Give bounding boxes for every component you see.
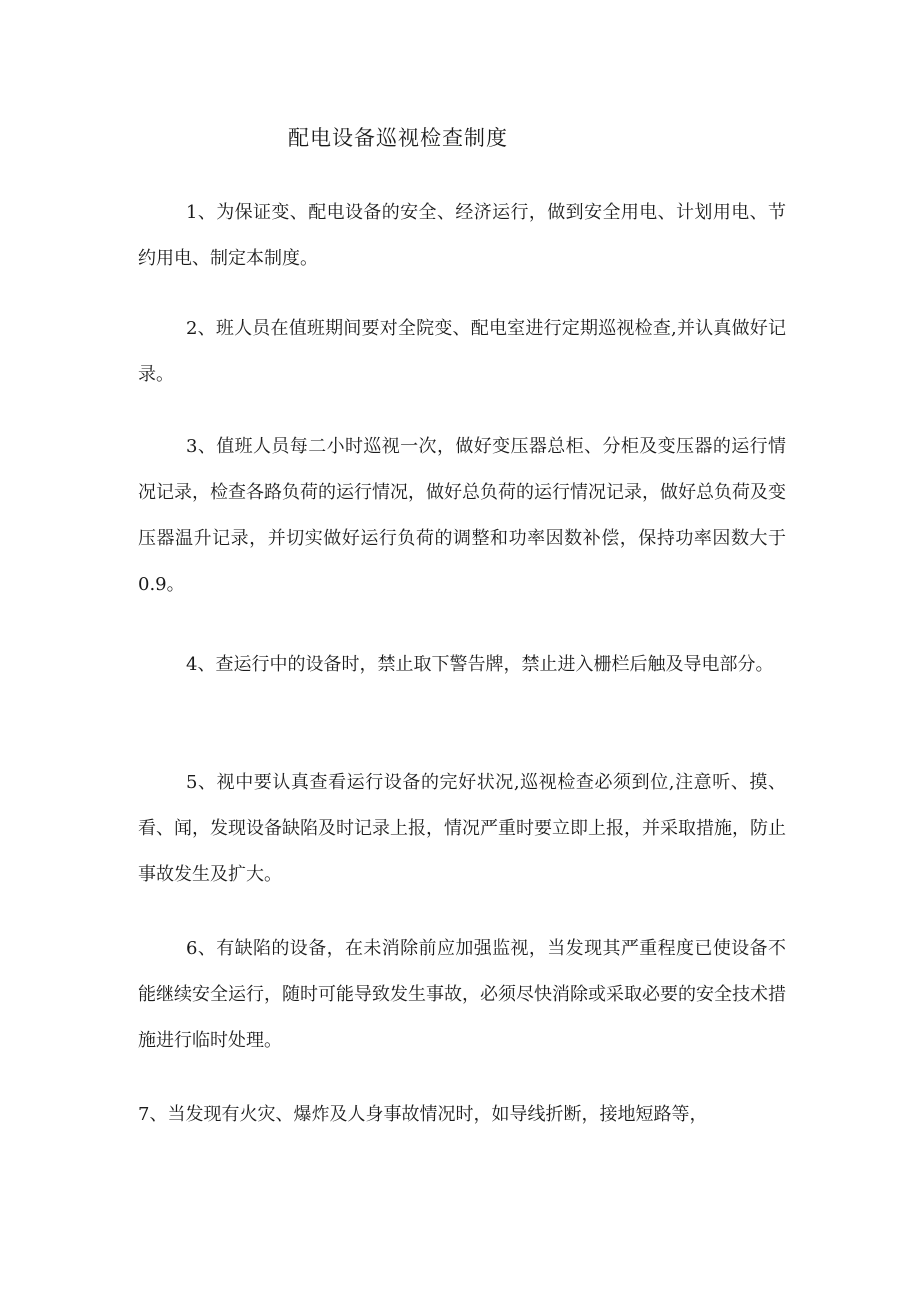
- document-title: 配电设备巡视检查制度: [288, 126, 508, 150]
- paragraph-4: 4、查运行中的设备时，禁止取下警告牌，禁止进入栅栏后触及导电部分。: [186, 654, 774, 675]
- paragraph-1: 1、为保证变、配电设备的安全、经济运行，做到安全用电、计划用电、节约用电、制定本制度。: [138, 202, 786, 269]
- paragraph-5: 5、视中要认真查看运行设备的完好状况,巡视检查必须到位,注意听、摸、看、闻，发现设备缺陷及时记录上报，情况严重时要立即上报，并采取措施，防止事故发生及扩大。: [138, 772, 786, 885]
- paragraph-2: 2、班人员在值班期间要对全院变、配电室进行定期巡视检查,并认真做好记录。: [138, 318, 786, 385]
- paragraph-7: 7、当发现有火灾、爆炸及人身事故情况时，如导线折断，接地短路等，: [138, 1104, 708, 1125]
- paragraph-3: 3、值班人员每二小时巡视一次，做好变压器总柜、分柜及变压器的运行情况记录，检查各路负荷的运行情况，做好总负荷的运行情况记录，做好总负荷及变压器温升记录，并切实做好运行负荷的调整和功率因数补偿，保持功率因数大于0.9。: [138, 436, 786, 595]
- paragraph-6: 6、有缺陷的设备，在未消除前应加强监视，当发现其严重程度已使设备不能继续安全运行，随时可能导致发生事故，必须尽快消除或采取必要的安全技术措施进行临时处理。: [138, 938, 786, 1051]
